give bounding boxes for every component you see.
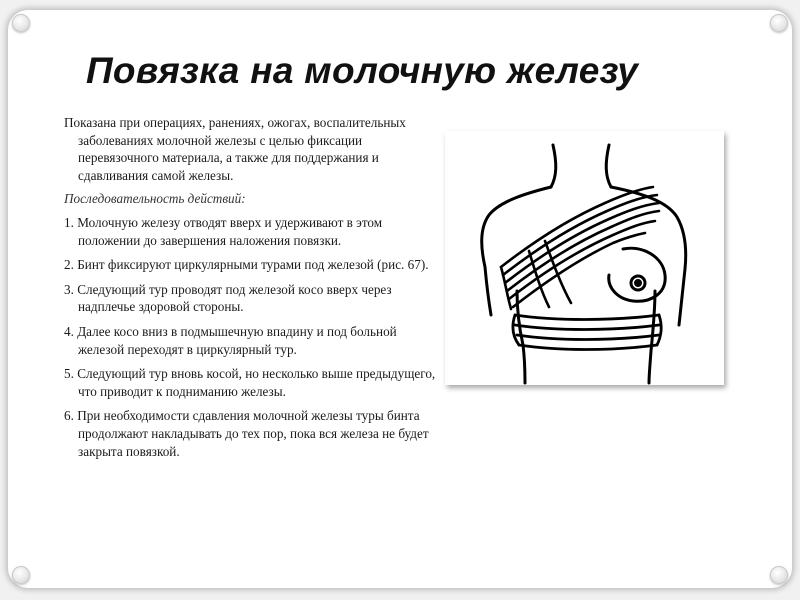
intro-paragraph: Показана при операциях, ранениях, ожогах, воспалительных заболеваниях молочной железы с целью фиксации перевязочного материала, а также для поддержания и сдавливания самой железы.	[64, 115, 406, 183]
torso-bandage-drawing	[445, 131, 724, 385]
step-item: 4. Далее косо вниз в подмышечную впадину и под больной железой переходят в циркулярный тур.	[64, 323, 397, 357]
step-item: 1. Молочную железу отводят вверх и удерживают в этом положении до завершения наложения повязки.	[64, 214, 383, 248]
bandage-illustration	[445, 131, 724, 385]
slide-title: Повязка на молочную железу	[86, 50, 639, 91]
sequence-label: Последовательность действий:	[64, 191, 246, 207]
body-text	[64, 114, 440, 467]
corner-dot-icon	[770, 566, 788, 584]
corner-dot-icon	[12, 14, 30, 32]
step-item: 2. Бинт фиксируют циркулярными турами под железой (рис. 67).	[64, 257, 429, 273]
corner-dot-icon	[12, 566, 30, 584]
step-item: 6. При необходимости сдавления молочной железы туры бинта продолжают накладывать до тех пор, пока вся железа не будет закрыта повязкой.	[64, 408, 429, 459]
step-item: 5. Следующий тур вновь косой, но несколько выше предыдущего, что приводит к подниманию железы.	[64, 366, 436, 399]
step-item: 3. Следующий тур проводят под железой косо вверх через надплечье здоровой стороны.	[64, 281, 392, 315]
corner-dot-icon	[770, 14, 788, 32]
